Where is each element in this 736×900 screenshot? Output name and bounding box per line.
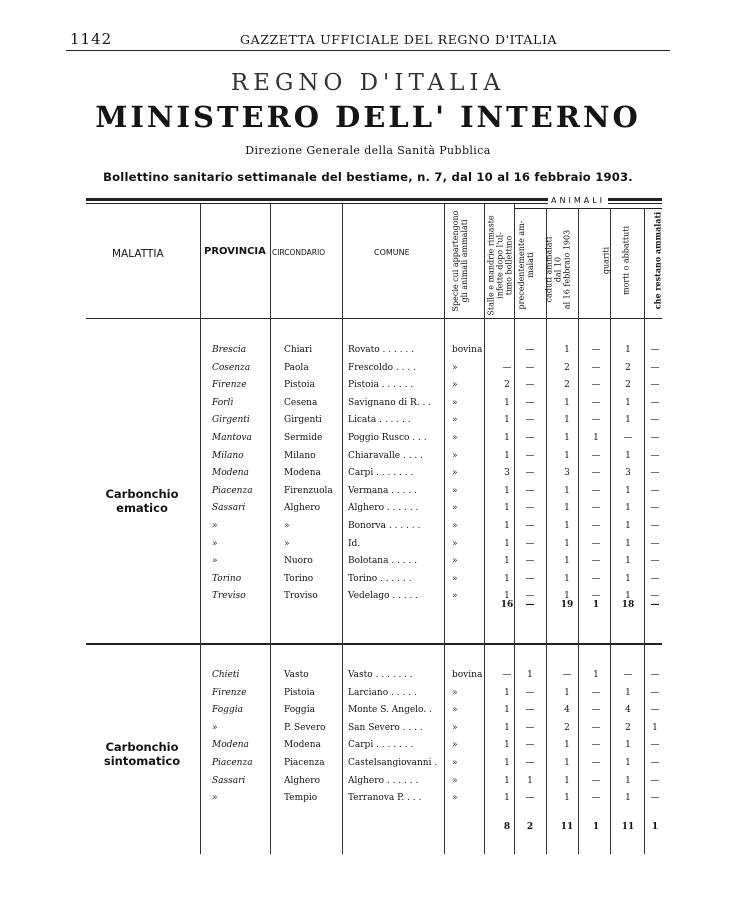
cell-stalle: 3 [504, 468, 510, 479]
section-divider [86, 643, 662, 645]
cell-morti: 1 [625, 521, 631, 531]
cell-precedenti: — [525, 740, 535, 751]
cell-restano: — [650, 687, 660, 698]
cell-guariti: — [591, 591, 601, 602]
col-restano: che restano ammalati [652, 211, 663, 310]
cell-morti: 1 [625, 415, 631, 426]
cell-circondario: Paola [284, 362, 309, 373]
cell-morti: 3 [625, 468, 631, 479]
cell-provincia: Torino [212, 573, 242, 584]
cell-restano: — [650, 380, 660, 391]
cell-guariti: — [591, 687, 601, 698]
cell-restano: — [650, 775, 660, 786]
cell-guariti: — [591, 415, 601, 426]
total-morti: 18 [621, 600, 635, 610]
cell-precedenti: — [525, 687, 535, 698]
cell-restano: — [650, 433, 660, 443]
cell-circondario: » [284, 538, 290, 549]
cell-provincia: Piacenza [212, 758, 253, 768]
cell-comune: Bonorva . . . . . . [348, 521, 421, 531]
cell-precedenti: — [525, 415, 535, 426]
cell-stalle: — [502, 362, 512, 373]
cell-restano: — [650, 556, 660, 567]
cell-specie: » [452, 591, 458, 602]
col-circondario: CIRCONDARIO [272, 248, 326, 257]
cell-caduti: 1 [564, 538, 570, 549]
cell-restano: — [650, 670, 660, 680]
cell-morti: 1 [625, 591, 631, 602]
cell-specie: » [452, 573, 458, 584]
cell-comune: Larciano . . . . . [348, 687, 417, 698]
cell-precedenti: — [525, 521, 535, 531]
cell-circondario: Troviso [284, 591, 318, 602]
gazette-title: GAZZETTA UFFICIALE DEL REGNO D'ITALIA [240, 32, 558, 47]
cell-provincia: » [212, 556, 218, 567]
cell-precedenti: — [525, 433, 535, 443]
cell-guariti: — [591, 521, 601, 531]
cell-caduti: 1 [564, 503, 570, 514]
cell-guariti: — [591, 556, 601, 567]
cell-stalle: 1 [504, 758, 510, 768]
cell-caduti: 1 [564, 485, 570, 496]
cell-provincia: » [212, 793, 218, 804]
cell-provincia: Modena [212, 468, 249, 479]
total-cad: 11 [560, 822, 574, 832]
cell-specie: » [452, 722, 458, 733]
cell-precedenti: — [525, 397, 535, 408]
cell-stalle: — [502, 670, 512, 680]
cell-circondario: Firenzuola [284, 485, 333, 496]
col-morti: morti o abbattuti [621, 225, 631, 296]
cell-specie: » [452, 538, 458, 549]
cell-circondario: Alghero [284, 775, 320, 786]
cell-morti: 1 [625, 485, 631, 496]
total-rest: 1 [651, 822, 659, 832]
cell-guariti: — [591, 468, 601, 479]
header-bottom-rule [86, 318, 662, 319]
cell-precedenti: — [525, 503, 535, 514]
cell-specie: bovina [452, 670, 483, 680]
disease-label: Carbonchio ematico [105, 487, 179, 515]
cell-precedenti: — [525, 345, 535, 355]
cell-stalle: 1 [504, 397, 510, 408]
cell-comune: Alghero . . . . . . [348, 775, 419, 786]
col-caduti: caduti ammalati dal 10 al 16 febbraio 1903 [544, 229, 572, 310]
cell-morti: — [623, 670, 633, 680]
cell-restano: — [650, 705, 660, 716]
direction-subtitle: Direzione Generale della Sanità Pubblica [245, 144, 491, 157]
cell-stalle: 1 [504, 793, 510, 804]
cell-specie: » [452, 740, 458, 751]
col-comune: COMUNE [374, 248, 410, 257]
cell-comune: Bolotana . . . . . [348, 556, 418, 567]
cell-caduti: 1 [564, 556, 570, 567]
disease-label: Carbonchio sintomatico [103, 740, 181, 768]
cell-specie: » [452, 362, 458, 373]
cell-circondario: Nuoro [284, 556, 313, 567]
cell-circondario: Sermide [284, 433, 323, 443]
cell-caduti: 3 [564, 468, 570, 479]
cell-morti: 1 [625, 687, 631, 698]
cell-restano: — [650, 485, 660, 496]
cell-comune: Torino . . . . . . [348, 573, 412, 584]
cell-morti: 1 [625, 740, 631, 751]
cell-provincia: Chieti [212, 670, 240, 680]
cell-precedenti: — [525, 450, 535, 461]
cell-caduti: 1 [564, 793, 570, 804]
cell-comune: Poggio Rusco . . . [348, 433, 427, 443]
cell-precedenti: — [525, 380, 535, 391]
cell-comune: Carpi . . . . . . . [348, 468, 414, 479]
cell-precedenti: 1 [527, 670, 533, 680]
cell-morti: 2 [625, 362, 631, 373]
cell-stalle: 1 [504, 722, 510, 733]
cell-caduti: — [562, 670, 572, 680]
cell-guariti: — [591, 380, 601, 391]
col-line-4 [444, 204, 445, 854]
cell-specie: » [452, 397, 458, 408]
cell-guariti: — [591, 345, 601, 355]
cell-provincia: Mantova [212, 433, 252, 443]
total-rest: — [650, 600, 660, 610]
cell-restano: — [650, 793, 660, 804]
cell-provincia: » [212, 538, 218, 549]
cell-guariti: — [591, 362, 601, 373]
cell-restano: — [650, 591, 660, 602]
cell-circondario: » [284, 521, 290, 531]
cell-restano: 1 [652, 722, 658, 733]
cell-comune: Vedelago . . . . . [348, 591, 419, 602]
cell-guariti: 1 [593, 433, 599, 443]
cell-morti: 1 [625, 397, 631, 408]
cell-morti: 1 [625, 450, 631, 461]
cell-caduti: 1 [564, 591, 570, 602]
cell-stalle: 1 [504, 573, 510, 584]
cell-morti: 1 [625, 345, 631, 355]
cell-precedenti: — [525, 485, 535, 496]
cell-provincia: Cosenza [212, 362, 251, 373]
cell-comune: Rovato . . . . . . [348, 345, 415, 355]
cell-morti: 1 [625, 503, 631, 514]
cell-specie: » [452, 380, 458, 391]
cell-specie: » [452, 468, 458, 479]
cell-restano: — [650, 573, 660, 584]
cell-circondario: Foggia [284, 705, 315, 716]
cell-caduti: 4 [564, 705, 570, 716]
cell-specie: » [452, 415, 458, 426]
cell-restano: — [650, 345, 660, 355]
cell-morti: — [623, 433, 633, 443]
cell-morti: 2 [625, 380, 631, 391]
cell-guariti: — [591, 450, 601, 461]
cell-guariti: — [591, 397, 601, 408]
cell-provincia: Forlì [212, 397, 234, 408]
cell-circondario: Milano [284, 450, 316, 461]
col-specie: Specie cui appartengono gli animali ammalati [451, 210, 469, 312]
cell-caduti: 1 [564, 573, 570, 584]
cell-provincia: Milano [212, 450, 244, 461]
cell-provincia: Firenze [212, 380, 247, 391]
cell-circondario: Torino [284, 573, 314, 584]
cell-stalle: 1 [504, 740, 510, 751]
cell-caduti: 1 [564, 345, 570, 355]
page-number: 1142 [70, 30, 113, 48]
cell-precedenti: — [525, 538, 535, 549]
cell-guariti: — [591, 775, 601, 786]
bulletin-title: Bollettino sanitario settimanale del bestiame, n. 7, dal 10 al 16 febbraio 1903. [103, 170, 633, 184]
cell-comune: Carpi . . . . . . . [348, 740, 414, 751]
cell-comune: Alghero . . . . . . [348, 503, 419, 514]
cell-comune: Id. [348, 538, 361, 549]
cell-specie: » [452, 521, 458, 531]
cell-precedenti: — [525, 468, 535, 479]
cell-morti: 4 [625, 705, 631, 716]
cell-morti: 1 [625, 538, 631, 549]
cell-specie: » [452, 687, 458, 698]
cell-provincia: Sassari [212, 503, 246, 514]
cell-stalle: 2 [504, 380, 510, 391]
total-stalle: 16 [500, 600, 514, 610]
cell-restano: — [650, 362, 660, 373]
cell-morti: 1 [625, 775, 631, 786]
cell-stalle: 1 [504, 450, 510, 461]
cell-caduti: 1 [564, 687, 570, 698]
cell-precedenti: — [525, 793, 535, 804]
col-line-3 [342, 204, 343, 854]
cell-circondario: Pistoia [284, 380, 315, 391]
cell-provincia: Modena [212, 740, 249, 751]
total-guar: 1 [592, 822, 600, 832]
cell-provincia: Firenze [212, 687, 247, 698]
cell-guariti: — [591, 722, 601, 733]
cell-provincia: Brescia [212, 345, 247, 355]
col-line-8 [578, 208, 579, 854]
cell-stalle: 1 [504, 485, 510, 496]
cell-circondario: Piacenza [284, 758, 325, 768]
cell-restano: — [650, 740, 660, 751]
cell-circondario: Vasto [284, 670, 309, 680]
cell-caduti: 1 [564, 740, 570, 751]
col-line-5 [484, 204, 485, 854]
cell-caduti: 1 [564, 450, 570, 461]
cell-circondario: P. Severo [284, 722, 326, 733]
cell-caduti: 1 [564, 775, 570, 786]
cell-comune: Vermana . . . . . [348, 485, 417, 496]
cell-provincia: Sassari [212, 775, 246, 786]
col-preced: precedentemente am- malati [517, 220, 535, 310]
cell-precedenti: — [525, 591, 535, 602]
cell-comune: Terranova P. . . . [348, 793, 422, 804]
cell-circondario: Cesena [284, 397, 318, 408]
cell-comune: Pistoia . . . . . . [348, 380, 414, 391]
cell-morti: 1 [625, 573, 631, 584]
cell-specie: bovina [452, 345, 483, 355]
cell-stalle: 1 [504, 415, 510, 426]
cell-stalle: 1 [504, 556, 510, 567]
cell-circondario: Modena [284, 468, 321, 479]
cell-provincia: » [212, 521, 218, 531]
cell-stalle: 1 [504, 521, 510, 531]
cell-morti: 1 [625, 758, 631, 768]
cell-provincia: Treviso [212, 591, 246, 602]
total-guar: 1 [592, 600, 600, 610]
cell-comune: Chiaravalle . . . . [348, 450, 424, 461]
cell-restano: — [650, 503, 660, 514]
total-morti: 11 [621, 822, 635, 832]
cell-specie: » [452, 775, 458, 786]
cell-circondario: Pistoia [284, 687, 315, 698]
cell-caduti: 1 [564, 415, 570, 426]
cell-circondario: Modena [284, 740, 321, 751]
total-prec: — [525, 600, 535, 610]
cell-stalle: 1 [504, 687, 510, 698]
cell-restano: — [650, 538, 660, 549]
cell-circondario: Girgenti [284, 415, 322, 426]
cell-guariti: — [591, 758, 601, 768]
animali-rule [514, 208, 662, 209]
cell-guariti: — [591, 740, 601, 751]
cell-caduti: 2 [564, 380, 570, 391]
col-line-1 [200, 204, 201, 854]
col-malattia: MALATTIA [112, 248, 164, 260]
cell-caduti: 1 [564, 521, 570, 531]
total-prec: 2 [526, 822, 534, 832]
cell-restano: — [650, 468, 660, 479]
cell-restano: — [650, 521, 660, 531]
total-stalle: 8 [503, 822, 511, 832]
ministry-title: MINISTERO DELL' INTERNO [95, 100, 641, 134]
cell-specie: » [452, 556, 458, 567]
kingdom-title: REGNO D'ITALIA [230, 70, 506, 96]
cell-comune: Licata . . . . . . [348, 415, 411, 426]
cell-precedenti: — [525, 705, 535, 716]
cell-caduti: 1 [564, 433, 570, 443]
cell-comune: Vasto . . . . . . . [348, 670, 413, 680]
col-animali: ANIMALI [548, 196, 608, 205]
cell-comune: Monte S. Angelo. . [348, 705, 432, 716]
cell-specie: » [452, 433, 458, 443]
cell-stalle: 1 [504, 705, 510, 716]
cell-guariti: — [591, 793, 601, 804]
cell-circondario: Alghero [284, 503, 320, 514]
cell-precedenti: — [525, 758, 535, 768]
cell-provincia: » [212, 722, 218, 733]
cell-specie: » [452, 758, 458, 768]
cell-restano: — [650, 758, 660, 768]
cell-stalle: 1 [504, 775, 510, 786]
col-stalle: Stalle e mandrie rimaste infette dopo l'ul- timo bollettino [486, 215, 514, 316]
cell-caduti: 2 [564, 362, 570, 373]
cell-stalle: 1 [504, 503, 510, 514]
cell-morti: 1 [625, 793, 631, 804]
cell-precedenti: — [525, 573, 535, 584]
cell-circondario: Tempio [284, 793, 318, 804]
cell-provincia: Girgenti [212, 415, 250, 426]
cell-specie: » [452, 450, 458, 461]
cell-circondario: Chiari [284, 345, 313, 355]
cell-guariti: — [591, 538, 601, 549]
cell-caduti: 1 [564, 397, 570, 408]
cell-guariti: — [591, 573, 601, 584]
cell-stalle: 1 [504, 591, 510, 602]
cell-caduti: 2 [564, 722, 570, 733]
col-provincia: PROVINCIA [204, 246, 266, 257]
cell-restano: — [650, 450, 660, 461]
header-rule [66, 50, 670, 51]
cell-comune: Savignano di R. . . [348, 397, 432, 408]
cell-precedenti: — [525, 556, 535, 567]
cell-provincia: Foggia [212, 705, 243, 716]
cell-restano: — [650, 415, 660, 426]
cell-specie: » [452, 485, 458, 496]
cell-caduti: 1 [564, 758, 570, 768]
cell-stalle: 1 [504, 538, 510, 549]
cell-guariti: — [591, 503, 601, 514]
cell-specie: » [452, 503, 458, 514]
cell-specie: » [452, 793, 458, 804]
cell-comune: Frescoldo . . . . [348, 362, 416, 373]
total-cad: 19 [560, 600, 574, 610]
cell-stalle: 1 [504, 433, 510, 443]
cell-comune: San Severo . . . . [348, 722, 423, 733]
cell-guariti: — [591, 485, 601, 496]
cell-precedenti: 1 [527, 775, 533, 786]
cell-precedenti: — [525, 362, 535, 373]
cell-precedenti: — [525, 722, 535, 733]
cell-specie: » [452, 705, 458, 716]
cell-guariti: 1 [593, 670, 599, 680]
cell-guariti: — [591, 705, 601, 716]
cell-morti: 1 [625, 556, 631, 567]
cell-restano: — [650, 397, 660, 408]
col-guariti: guariti [601, 246, 611, 275]
col-line-2 [270, 204, 271, 854]
cell-comune: Castelsangiovanni . [348, 758, 438, 768]
cell-provincia: Piacenza [212, 485, 253, 496]
cell-morti: 2 [625, 722, 631, 733]
